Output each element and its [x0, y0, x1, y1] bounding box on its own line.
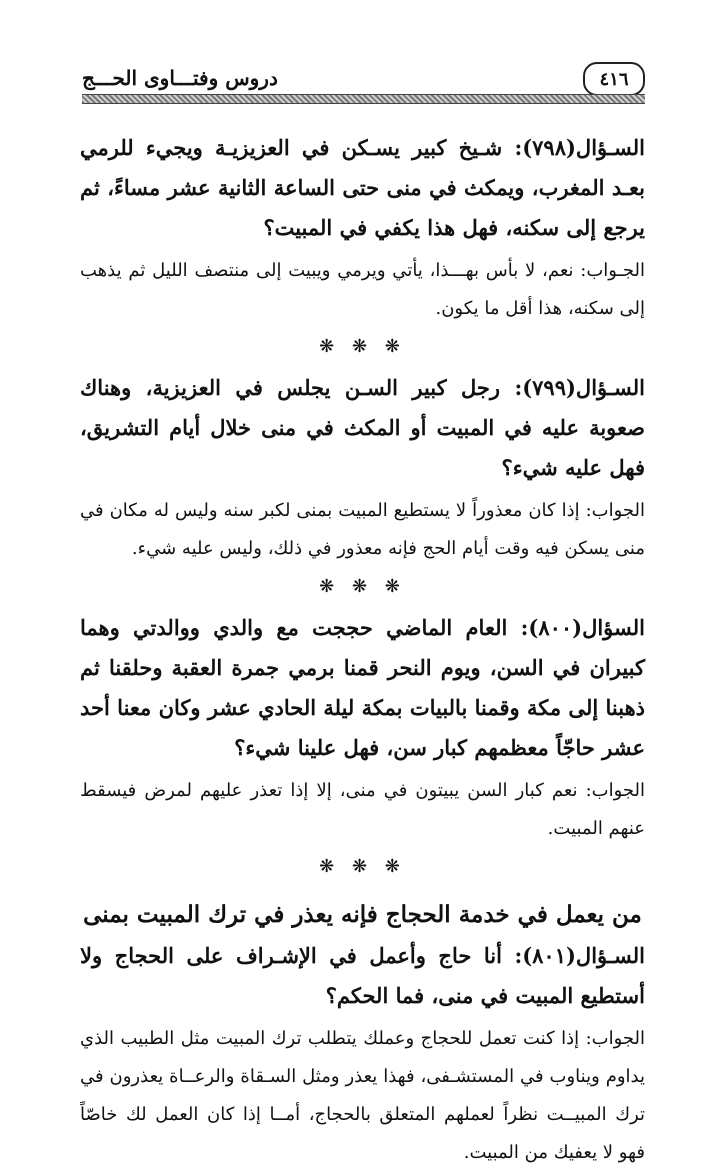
page-header	[82, 58, 645, 104]
separator-2: ❋ ❋ ❋	[319, 576, 406, 597]
question-801: السـؤال(٨٠١): أنا حاج وأعمل في الإشـراف على الحجاج ولا أستطيع المبيت في منى، فما الحكم؟	[80, 943, 645, 1008]
answer-801: الجواب: إذا كنت تعمل للحجاج وعملك يتطلب ترك المبيت مثل الطبيب الذي يداوم ويناوب في المستشـفى، فهذا يعذر ومثل السـقاة والرعــاة يعذرون في ترك المبيــت نظراً لعملهم المتعلق بالحجاج، أمــا إذا كان العمل لك خاصّاً فهو لا يعفيك من المبيت.	[80, 1028, 645, 1163]
book-title: دروس وفتـــاوى الحـــج	[82, 66, 278, 90]
separator-1: ❋ ❋ ❋	[319, 336, 406, 357]
page-content	[80, 128, 645, 1174]
question-799: السـؤال(٧٩٩): رجل كبير السـن يجلس في العزيزية، وهناك صعوبة عليه في المبيت أو المكث في منى خلال أيام التشريق، فهل عليه شيء؟	[80, 375, 645, 480]
question-800: السؤال(٨٠٠): العام الماضي حججت مع والدي ووالدتي وهما كبيران في السن، ويوم النحر قمنا برمي جمرة العقبة وحلقنا ثم ذهبنا إلى مكة وقمنا بالبيات بمكة ليلة الحادي عشر وكان معنا أحد عشر حاجّاً معظمهم كبار سن، فهل علينا شيء؟	[80, 615, 645, 760]
header-divider	[82, 94, 645, 104]
section-heading: من يعمل في خدمة الحجاج فإنه يعذر في ترك المبيت بمنى	[83, 901, 642, 928]
question-798: السـؤال(٧٩٨): شـيخ كبير يسـكن في العزيزيـة ويجيء للرمي بعـد المغرب، ويمكث في منى حتى الساعة الثانية عشر مساءً، ثم يرجع إلى سكنه، فهل هذا يكفي في المبيت؟	[80, 135, 645, 240]
answer-799: الجواب: إذا كان معذوراً لا يستطيع المبيت بمنى لكبر سنه وليس له مكان في منى يسكن فيه وقت أيام الحج فإنه معذور في ذلك، وليس عليه شيء.	[80, 500, 645, 559]
answer-798: الجـواب: نعم، لا بأس بهـــذا، يأتي ويرمي ويبيت إلى منتصف الليل ثم يذهب إلى سكنه، هذا أقل ما يكون.	[80, 260, 645, 319]
separator-3: ❋ ❋ ❋	[319, 856, 406, 877]
page-number: ٤١٦	[583, 62, 645, 96]
answer-800: الجواب: نعم كبار السن يبيتون في منى، إلا إذا تعذر عليهم لمرض فيسقط عنهم المبيت.	[80, 780, 645, 839]
